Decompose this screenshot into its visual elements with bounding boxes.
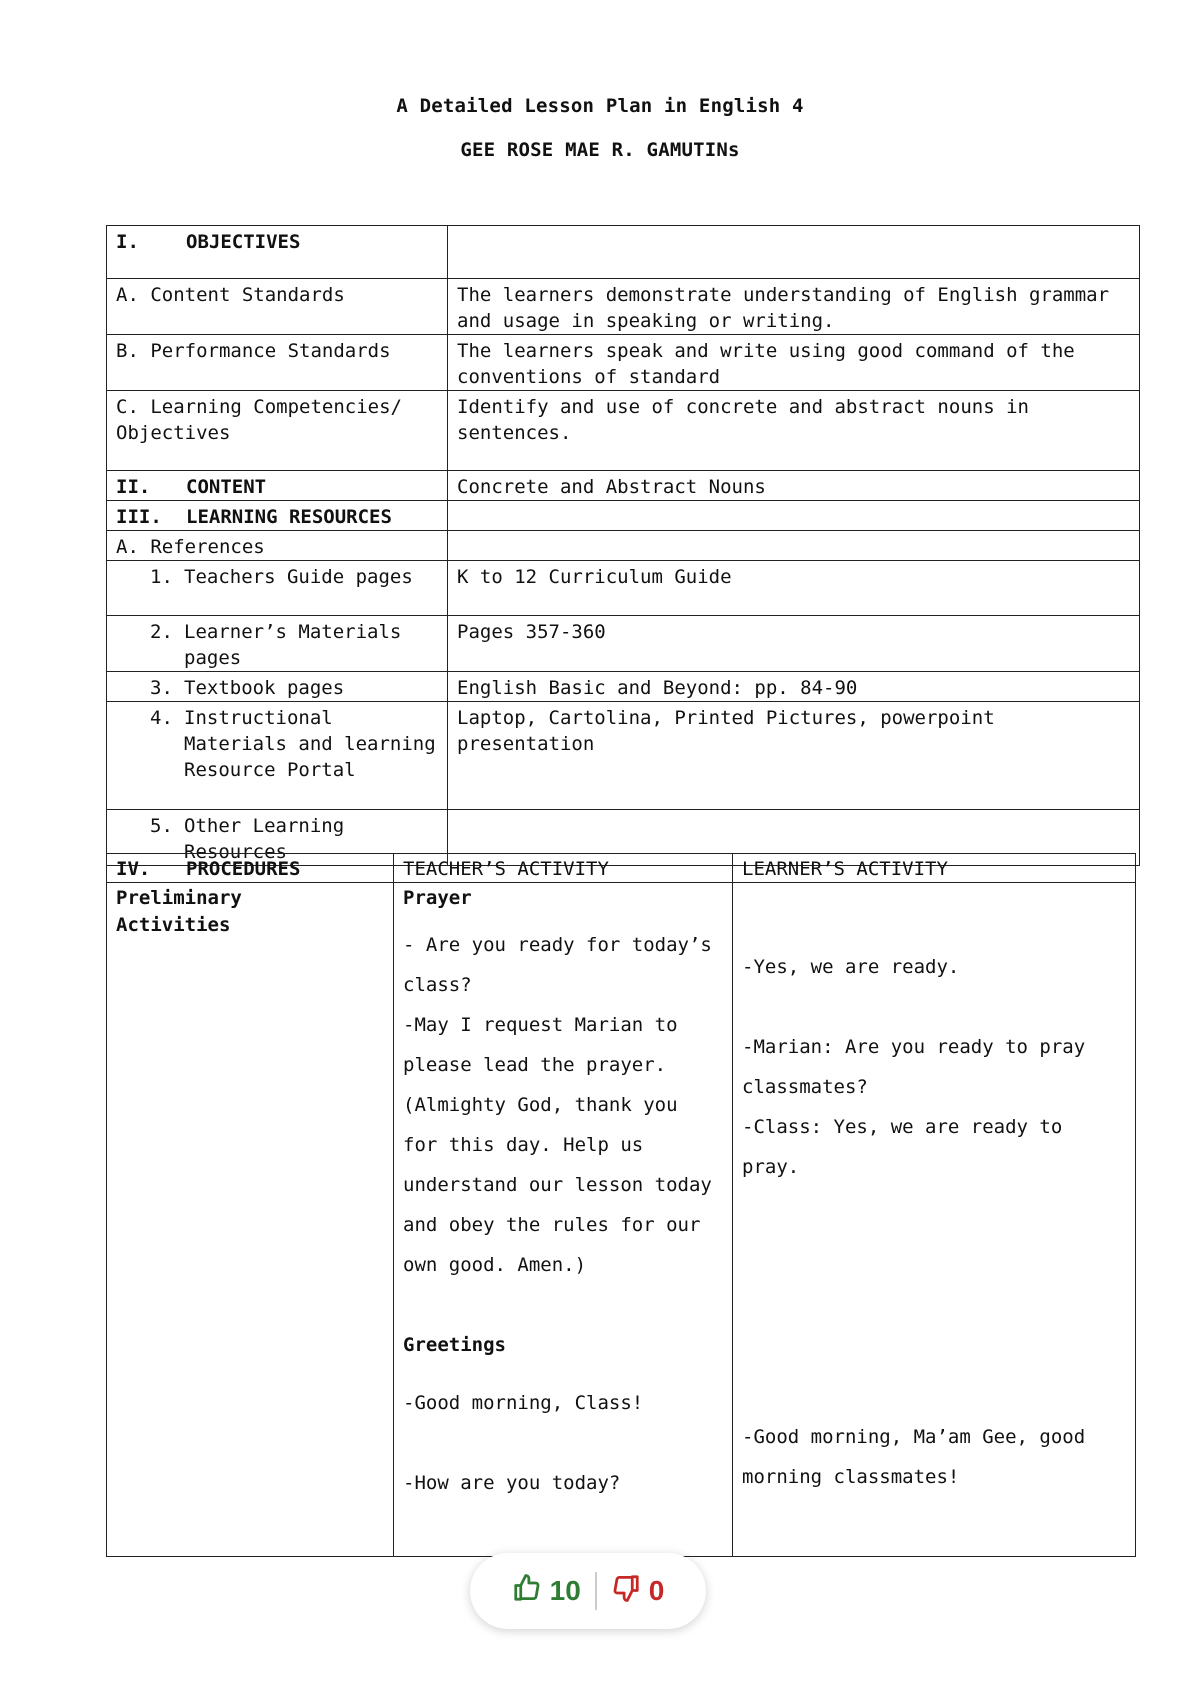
table-row [107, 883, 1136, 1557]
table-row [107, 335, 1140, 391]
resource-label: 1. Teachers Guide pages [107, 561, 448, 616]
resource-value: Laptop, Cartolina, Printed Pictures, powerpoint presentation [448, 702, 1140, 810]
teacher-greeting: -Good morning, Class! [403, 1392, 644, 1414]
procedures-heading: IV. PROCEDURES [107, 854, 394, 883]
competencies-label: C. Learning Competencies/ Objectives [107, 391, 448, 471]
teacher-activity-header: TEACHER’S ACTIVITY [394, 854, 733, 883]
learner-response: -Yes, we are ready. [742, 956, 960, 978]
learner-activity-header: LEARNER’S ACTIVITY [733, 854, 1136, 883]
teacher-request: -May I request Marian to please lead the prayer. (Almighty God, thank you for this day. Help us understand our lesson today and obey the rules for our own good. Amen.) [403, 1014, 712, 1276]
lesson-plan-table [106, 225, 1140, 866]
table-row [107, 672, 1140, 702]
prayer-heading: Prayer [403, 887, 472, 909]
performance-standards-label: B. Performance Standards [107, 335, 448, 391]
teacher-greeting: -How are you today? [403, 1472, 621, 1494]
references-value [448, 531, 1140, 561]
vote-widget [470, 1553, 706, 1629]
table-row [107, 854, 1136, 883]
teacher-question: - Are you ready for today’s class? [403, 934, 712, 996]
upvote-button[interactable] [498, 1573, 595, 1610]
learner-response: -Good morning, Ma’am Gee, good morning classmates! [742, 1426, 1086, 1488]
objectives-value [448, 226, 1140, 279]
competencies-value: Identify and use of concrete and abstract nouns in sentences. [448, 391, 1140, 471]
table-row [107, 391, 1140, 471]
resources-value [448, 501, 1140, 531]
performance-standards-value: The learners speak and write using good command of the conventions of standard [448, 335, 1140, 391]
objectives-heading: I. OBJECTIVES [107, 226, 448, 279]
table-row [107, 561, 1140, 616]
table-row [107, 471, 1140, 501]
content-standards-label: A. Content Standards [107, 279, 448, 335]
references-label: A. References [107, 531, 448, 561]
resource-label: 4. Instructional Materials and learning Resource Portal [107, 702, 448, 810]
table-row [107, 501, 1140, 531]
document-author: GEE ROSE MAE R. GAMUTINs [460, 139, 740, 161]
content-standards-value: The learners demonstrate understanding of English grammar and usage in speaking or writing. [448, 279, 1140, 335]
thumbs-down-icon [611, 1573, 641, 1610]
resource-value: Pages 357-360 [448, 616, 1140, 672]
learner-response: -Marian: Are you ready to pray classmates? [742, 1036, 1086, 1098]
learner-activity-cell [733, 883, 1136, 1557]
table-row [107, 279, 1140, 335]
greetings-heading: Greetings [403, 1334, 506, 1356]
resource-label: 5. Other Learning Resources [107, 810, 448, 866]
resource-value: English Basic and Beyond: pp. 84-90 [448, 672, 1140, 702]
learner-response: -Class: Yes, we are ready to pray. [742, 1116, 1063, 1178]
teacher-activity-cell [394, 883, 733, 1557]
table-row [107, 226, 1140, 279]
downvote-count: 0 [648, 1575, 665, 1606]
resource-label: 3. Textbook pages [107, 672, 448, 702]
content-heading: II. CONTENT [107, 471, 448, 501]
table-row [107, 531, 1140, 561]
resource-label: 2. Learner’s Materials pages [107, 616, 448, 672]
procedures-table [106, 853, 1136, 1557]
resource-value: K to 12 Curriculum Guide [448, 561, 1140, 616]
thumbs-up-icon [512, 1573, 542, 1610]
resources-heading: III. LEARNING RESOURCES [107, 501, 448, 531]
document-title: A Detailed Lesson Plan in English 4 [396, 95, 804, 117]
upvote-count: 10 [549, 1575, 581, 1606]
preliminary-activities: Preliminary Activities [107, 883, 394, 1557]
content-value: Concrete and Abstract Nouns [448, 471, 1140, 501]
downvote-button[interactable] [597, 1573, 679, 1610]
table-row [107, 616, 1140, 672]
table-row [107, 702, 1140, 810]
